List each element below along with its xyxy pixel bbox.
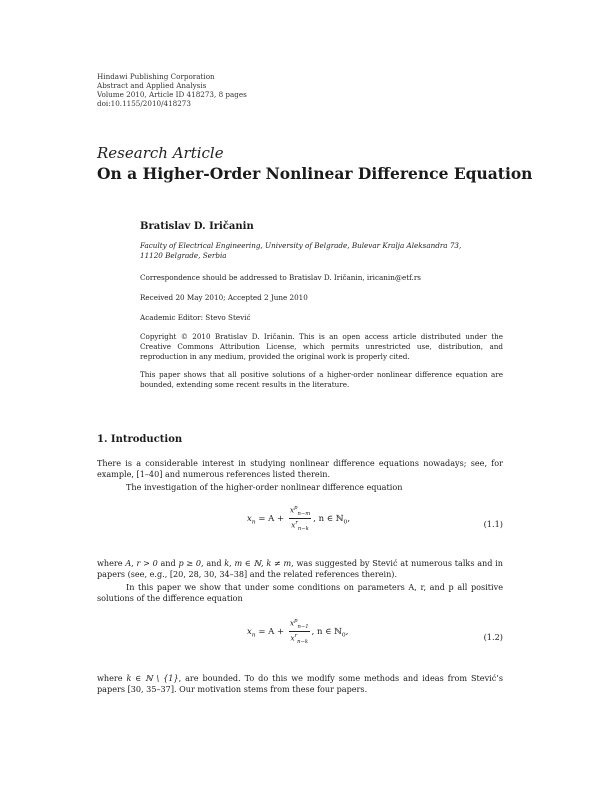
p3-text-c: , and [201,558,225,568]
num-sup: p [294,618,298,624]
p3-text-d: , was suggested by Stević at numerous talks and in papers (see, e.g., [20, 28, 30, 34–38] and the related references therein). [97,558,503,579]
intro-paragraph-5 [97,673,503,695]
eq-numerator [289,618,310,632]
paper-title: On a Higher-Order Nonlinear Difference Equation [97,164,533,183]
den-sup: r [294,633,298,639]
volume-info: Volume 2010, Article ID 418273, 8 pages [97,90,247,99]
eq-end: , [345,627,349,637]
p3-math-km: k, m ∈ ℕ, k ≠ m [224,558,292,568]
num-base: x [289,505,295,515]
intro-paragraph-1: There is a considerable interest in studying nonlinear difference equations nowadays; see, for example, [1–40] and numerous references listed therein. [97,458,503,479]
p3-math-p: p ≥ 0 [178,558,202,568]
section-heading: 1. Introduction [97,434,183,445]
den-sup: r [295,520,298,526]
eq-lhs-sub: n [251,631,256,639]
equation-body [247,618,348,658]
equation-number: (1.2) [483,632,503,642]
journal-header [97,72,247,108]
eq-plus: = A + [255,514,287,524]
p5-math-k: k ∈ ℕ \ {1} [126,673,179,683]
eq-domain: , n ∈ ℕ [313,514,344,524]
p3-math-cond: A, r > 0 [125,558,158,568]
eq-domain: , n ∈ ℕ [311,627,342,637]
num-sup: p [294,505,298,511]
intro-paragraph-4: In this paper we show that under some conditions on parameters A, r, and p all positive solutions of the difference equation [97,582,503,603]
publisher: Hindawi Publishing Corporation [97,72,215,81]
num-sub: n−m [297,511,311,517]
p5-text-a: where [97,673,127,683]
equation-1-1 [97,505,503,545]
affiliation [140,241,503,261]
intro-paragraph-3 [97,558,503,580]
eq-domain-sub: 0 [341,631,346,639]
den-sub: n−k [297,639,309,645]
eq-fraction [289,505,311,532]
eq-lhs: x [247,627,252,637]
den-sub: n−k [297,526,309,532]
intro-paragraph-2: The investigation of the higher-order nonlinear difference equation [126,482,403,492]
den-base: x [290,633,295,643]
academic-editor: Academic Editor: Stevo Stević [140,313,251,322]
author-name: Bratislav D. Iričanin [140,221,254,232]
eq-fraction [289,618,310,645]
eq-lhs-sub: n [251,518,256,526]
eq-plus: = A + [255,627,287,637]
num-sub: n−1 [297,624,309,630]
abstract: This paper shows that all positive solutions of a higher-order nonlinear difference equation are bounded, extending some recent results in the literature. [140,370,503,389]
eq-denominator [289,519,311,532]
p5-text-b: , are bounded. To do this we modify some methods and ideas from Stević’s papers [30, 35–37]. Our motivation stems from these four papers. [97,673,503,694]
p3-text-b: and [157,558,179,568]
eq-lhs: x [247,514,252,524]
equation-body [247,505,350,545]
eq-denominator [289,632,310,645]
equation-1-2 [97,618,503,658]
affiliation-line-1: Faculty of Electrical Engineering, University of Belgrade, Bulevar Kralja Aleksandra 73, [140,241,462,250]
num-base: x [289,618,295,628]
article-type: Research Article [97,144,224,162]
journal-name: Abstract and Applied Analysis [97,81,207,90]
doi: doi:10.1155/2010/418273 [97,99,191,108]
eq-numerator [289,505,311,519]
equation-number: (1.1) [483,519,503,529]
eq-end: , [347,514,351,524]
affiliation-line-2: 11120 Belgrade, Serbia [140,251,227,260]
eq-domain-sub: 0 [343,518,348,526]
dates: Received 20 May 2010; Accepted 2 June 2010 [140,293,308,302]
den-base: x [291,520,296,530]
correspondence: Correspondence should be addressed to Bratislav D. Iričanin, iricanin@etf.rs [140,273,421,282]
copyright: Copyright © 2010 Bratislav D. Iričanin. This is an open access article distributed under the Creative Commons Attribution License, which permits unrestricted use, distribution, and reproduction in any medium, provided the original work is properly cited. [140,332,503,361]
p3-text-a: where [97,558,126,568]
